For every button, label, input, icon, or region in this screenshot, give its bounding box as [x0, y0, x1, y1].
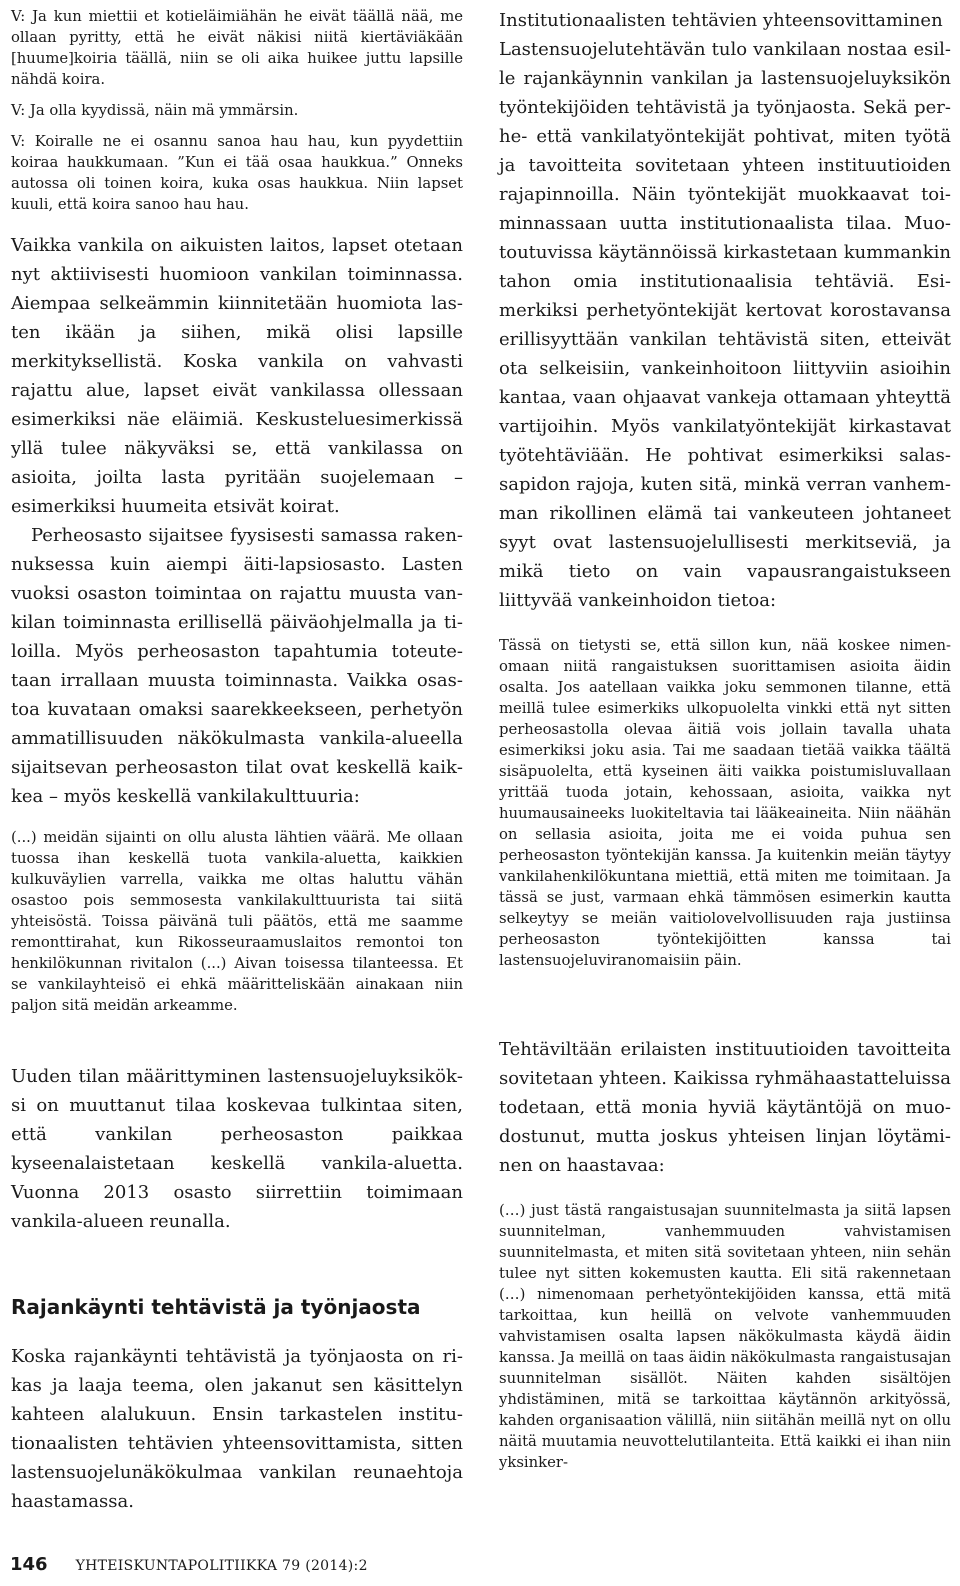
journal-running-footer: YHTEISKUNTAPOLITIIKKA 79 (2014):2 — [75, 1558, 368, 1574]
right-paragraph-1: Lastensuojelutehtävän tulo vankilaan nostaa esille rajankäynnin vankilan ja lastensuojeluyksikön työntekijöiden tehtävistä ja työnjaosta. Sekä perhe- että vankilatyöntekijät pohtivat, miten työtä ja tavoitteita sovitetaan yhteen instituutioiden rajapinnoilla. Näin työntekijät muokkaavat toiminnassaan uutta institutionaalista tilaa. Muotoutuvissa käytännöissä kirkastetaan kummankin tahon omia institutionaalisia tehtäviä. Esimerkiksi perhetyöntekijät kertovat korostavansa erillisyyttään vankilan tehtävistä siten, etteivät ota selkeisiin, vankeinhoitoon liittyviin asioihin kantaa, vaan ohjaavat vankeja ottamaan yhteyttä vartijoihin. Myös vankilatyöntekijät kirkastavat työtehtäviään. He pohtivat esimerkiksi salassapidon rajoja, kuten sitä, minkä verran vanhemman rikollinen elämä tai vankeuteen johtaneet syyt ovat lastensuojelullisesti merkitseviä, ja mikä tieto on vain vapausrangaistukseen liittyvää vankeinhoidon tietoa: — [499, 39, 951, 611]
quote-confidentiality: Tässä on tietysti se, että sillon kun, nää koskee nimenomaan niitä rangaistuksen suorittamisen asioita äidin osalta. Jos aatellaan vaikka joku semmonen tilanne, että meillä tulee esimerkiks ulkopuolelta vinkki että nyt sitten perheosastolla olevaa äitiä vois jollain tavalla uhata esimerkiksi joku asia. Tai me saadaan tietää vaikka täältä sisäpuolelta, että kyseinen äiti vaikka poistumisluvallaan yrittää tuoda jotain, kehossaan, asioita, vaikka nyt huumausaineeks luokiteltavia tai lääkeaineita. Niin näähän on sellasia asioita, joita me ei voida puhua sen perheosaston työntekijän kanssa. Ja kuitenkin meiän täytyy vankilahenkilökuntana miettiä, että miten me toimitaan. Ja tässä se just, varmaan ehkä tämmösen esimerkin kautta selkeytyy se meiän vaitiolovelvollisuuden raja justiinsa perheosaston työntekijöitten kanssa tai lastensuojeluviranomaisiin päin. — [499, 637, 951, 969]
quote-dogs-line-1: V: Ja kun miettii et kotieläimiähän he eivät täällä nää, me ollaan pyritty, että he eivät näkisi niitä kiertäviäkään [huume]koiria täällä, niin se oli aika huikee juttu lapsille nähdä koira. — [11, 8, 463, 88]
quote-dogs-line-2: V: Ja olla kyydissä, näin mä ymmärsin. — [11, 102, 299, 119]
quote-planning: (…) just tästä rangaistusajan suunnitelmasta ja siitä lapsen suunnitelman, vanhemmuuden vahvistamisen suunnitelmasta, et miten sitä sovitetaan yhteen, niin sehän tulee nyt sitten kokemusten kautta. Eli sitä rakennetaan (…) nimenomaan perhetyöntekijöiden kanssa, että mitä tarkoittaa, kun heillä on velvote vanhemmuuden vahvistamisen osalta lapsen näkökulmasta käydä äidin kanssa. Ja meillä on taas äidin näkökulmasta rangaistusajan suunnitelman sisällöt. Näiten kahden sisältöjen yhdistäminen, mitä se tarkoittaa käytännön arkityössä, kahden organisaation välillä, niin siitähän meillä nyt on ollu näitä muutamia neuvottelutilanteita. Että kaikki ei ihan niin yksinker- — [499, 1202, 951, 1471]
left-paragraph-2: Perheosasto sijaitsee fyysisesti samassa rakennuksessa kuin aiempi äiti-lapsiosasto. Lasten vuoksi osaston toimintaa on rajattu muusta vankilan toiminnasta erillisellä päiväohjelmalla ja tiloilla. Myös perheosaston tapahtumia toteutetaan irrallaan muusta toiminnasta. Vaikka osastoa kuvataan omaksi saarekkeekseen, perhetyön ammatillisuuden näkökulmasta vankila-alueella sijaitsevan perheosaston tilat ovat keskellä kaikkea – myös keskellä vankilakulttuuria: — [11, 525, 463, 807]
subsection-heading: Institutionaalisten tehtävien yhteensovittaminen — [499, 10, 943, 31]
page-number: 146 — [10, 1554, 48, 1575]
right-paragraph-2: Tehtäviltään erilaisten instituutioiden tavoitteita sovitetaan yhteen. Kaikissa ryhmähaastatteluissa todetaan, että monia hyviä käytäntöjä on muodostunut, mutta joskus yhteisen linjan löytäminen on haastavaa: — [499, 1039, 951, 1176]
right-column — [499, 6, 951, 1473]
left-paragraph-1: Vaikka vankila on aikuisten laitos, lapset otetaan nyt aktiivisesti huomioon vankilan toiminnassa. Aiempaa selkeämmin kiinnitetään huomiota lasten ikään ja siihen, mikä olisi lapsille merkityksellistä. Koska vankila on vahvasti rajattu alue, lapset eivät vankilassa ollessaan esimerkiksi näe eläimiä. Keskusteluesimerkissä yllä tulee näkyväksi se, että vankilassa on asioita, joilta lasta pyritään suojelemaan – esimerkiksi huumeita etsivät koirat. — [11, 235, 463, 517]
section-heading: Rajankäynti tehtävistä ja työnjaosta — [11, 1295, 421, 1319]
left-paragraph-4: Koska rajankäynti tehtävistä ja työnjaosta on rikas ja laaja teema, olen jakanut sen käsittelyn kahteen alalukuun. Ensin tarkastelen institutionaalisten tehtävien yhteensovittamista, sitten lastensuojelunäkökulmaa vankilan reunaehtoja haastamassa. — [11, 1346, 463, 1512]
page-footer — [10, 1554, 368, 1575]
left-paragraph-3: Uuden tilan määrittyminen lastensuojeluyksiköksi on muuttanut tilaa koskevaa tulkintaa siten, että vankilan perheosaston paikkaa kyseenalaistetaan keskellä vankila-aluetta. Vuonna 2013 osasto siirrettiin toimimaan vankila-alueen reunalla. — [11, 1066, 463, 1232]
quote-location: (...) meidän sijainti on ollu alusta lähtien väärä. Me ollaan tuossa ihan keskellä tuota vankila-aluetta, kaikkien kulkuväylien varrella, vaikka me oltas haluttu vähän osastoo pois semmosesta vankilakulttuurista tai siitä yhteisöstä. Toissa päivänä tuli päätös, että me saamme remonttirahat, kun Rikosseuraamuslaitos remontoi ton henkilökunnan rivitalon (...) Aivan toisessa tilanteessa. Et se vankilayhteisö ei ehkä määritteliskään ainakaan niin paljon sitä meidän arkeamme. — [11, 829, 463, 1014]
quote-dogs-line-3: V: Koiralle ne ei osannu sanoa hau hau, kun pyydettiin koiraa haukkumaan. ”Kun ei tää osaa haukkua.” Onneks autossa oli toinen koira, kuka osas haukkua. Niin lapset kuuli, että koira sanoo hau hau. — [11, 133, 463, 213]
left-column — [11, 6, 463, 1516]
